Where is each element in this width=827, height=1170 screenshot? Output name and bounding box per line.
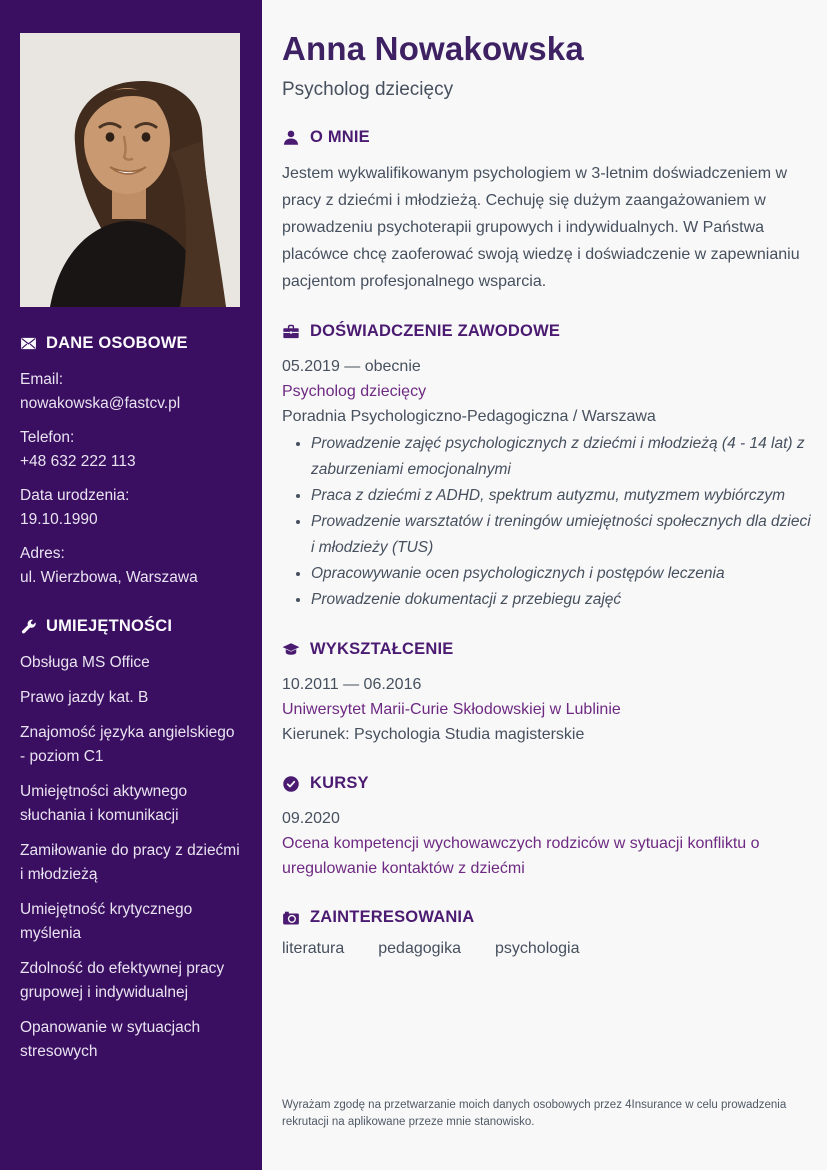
contact-field-address [20,542,240,590]
contact-section-label: DANE OSOBOWE [46,334,188,352]
education-field: Kierunek: Psychologia Studia magisterskie [282,726,585,743]
courses-section-title [282,774,813,793]
field-value: +48 632 222 113 [20,453,136,470]
experience-company: Poradnia Psychologiczno-Pedagogiczna / Warszawa [282,408,656,425]
field-label: Telefon: [20,429,75,446]
skill-item: Umiejętności aktywnego słuchania i komunikacji [20,783,188,824]
experience-bullet: • Opracowywanie ocen psychologicznych i postępów leczenia [311,561,813,587]
field-label: Data urodzenia: [20,487,130,504]
interest-item: psychologia [495,940,580,957]
interests-section-label: ZAINTERESOWANIA [310,908,475,926]
experience-bullet: • Prowadzenie dokumentacji z przebiegu zajęć [311,587,813,613]
camera-icon [282,909,300,927]
portrait-illustration [20,33,240,307]
field-label: Email: [20,371,64,388]
skill-item: Zamiłowanie do pracy z dziećmi i młodzieżą [20,842,240,883]
envelope-icon [20,335,37,352]
skill-item: Obsługa MS Office [20,654,150,671]
interests-section-title [282,908,813,927]
experience-bullet: • Praca z dziećmi z ADHD, spektrum autyzmu, mutyzmem wybiórczym [311,483,813,509]
skill-item: Prawo jazdy kat. B [20,689,149,706]
experience-role: Psycholog dziecięcy [282,383,427,400]
about-text: Jestem wykwalifikowanym psychologiem w 3-letnim doświadczeniem w pracy z dziećmi i młodzieżą. Cechuję się dużym zaangażowaniem w prowadzeniu psychoterapii grupowych i indywidualnych. W Państwa placówce chcę zaoferować swoją wiedzę i doświadczenie w zapewnianiu pacjentom profesjonalnego wsparcia. [282,165,800,290]
course-period: 09.2020 [282,810,340,827]
education-section-title [282,640,813,659]
sidebar [0,0,262,1170]
contact-field-birthdate [20,484,240,532]
contact-section-title [20,334,240,353]
interest-item: literatura [282,940,345,957]
interest-item: pedagogika [378,940,461,957]
experience-period: 05.2019 — obecnie [282,358,421,375]
skills-section-label: UMIEJĘTNOŚCI [46,617,173,635]
profile-photo [20,33,240,307]
graduation-cap-icon [282,641,300,659]
skill-item: Opanowanie w sytuacjach stresowych [20,1019,201,1060]
check-badge-icon [282,775,300,793]
experience-bullet: • Prowadzenie zajęć psychologicznych z dziećmi i młodzieżą (4 - 14 lat) z zaburzeniami emocjonalnymi [311,431,813,483]
about-section-label: O MNIE [310,128,370,146]
person-icon [282,129,300,147]
candidate-name: Anna Nowakowska [282,30,584,67]
experience-section-title [282,322,813,341]
field-value: nowakowska@fastcv.pl [20,395,181,412]
field-label: Adres: [20,545,65,562]
field-value: ul. Wierzbowa, Warszawa [20,569,198,586]
experience-bullet: • Prowadzenie warsztatów i treningów umiejętności społecznych dla dzieci i młodzieży (TUS) [311,509,813,561]
education-school: Uniwersytet Marii-Curie Skłodowskiej w Lublinie [282,701,621,718]
education-period: 10.2011 — 06.2016 [282,676,422,693]
education-section-label: WYKSZTAŁCENIE [310,640,454,658]
skill-item: Zdolność do efektywnej pracy grupowej i indywidualnej [20,960,225,1001]
experience-section-label: DOŚWIADCZENIE ZAWODOWE [310,322,561,340]
course-name: Ocena kompetencji wychowawczych rodziców w sytuacji konfliktu o uregulowanie kontaktów z dziećmi [282,835,760,877]
courses-section-label: KURSY [310,774,369,792]
gdpr-consent-note: Wyrażam zgodę na przetwarzanie moich danych osobowych przez 4Insurance w celu prowadzenia rekrutacji na aplikowane przeze mnie stanowisko. [282,1098,787,1128]
field-value: 19.10.1990 [20,511,98,528]
contact-field-email [20,368,240,416]
experience-bullet-list [282,431,813,613]
briefcase-icon [282,323,300,341]
skill-item: Umiejętność krytycznego myślenia [20,901,193,942]
contact-field-phone [20,426,240,474]
wrench-icon [20,618,37,635]
skill-item: Znajomość języka angielskiego - poziom C1 [20,724,235,765]
interests-list [282,940,813,958]
about-section-title [282,128,813,147]
candidate-job-title: Psycholog dziecięcy [282,79,454,100]
skills-section-title [20,617,240,636]
main-content [262,0,827,1170]
